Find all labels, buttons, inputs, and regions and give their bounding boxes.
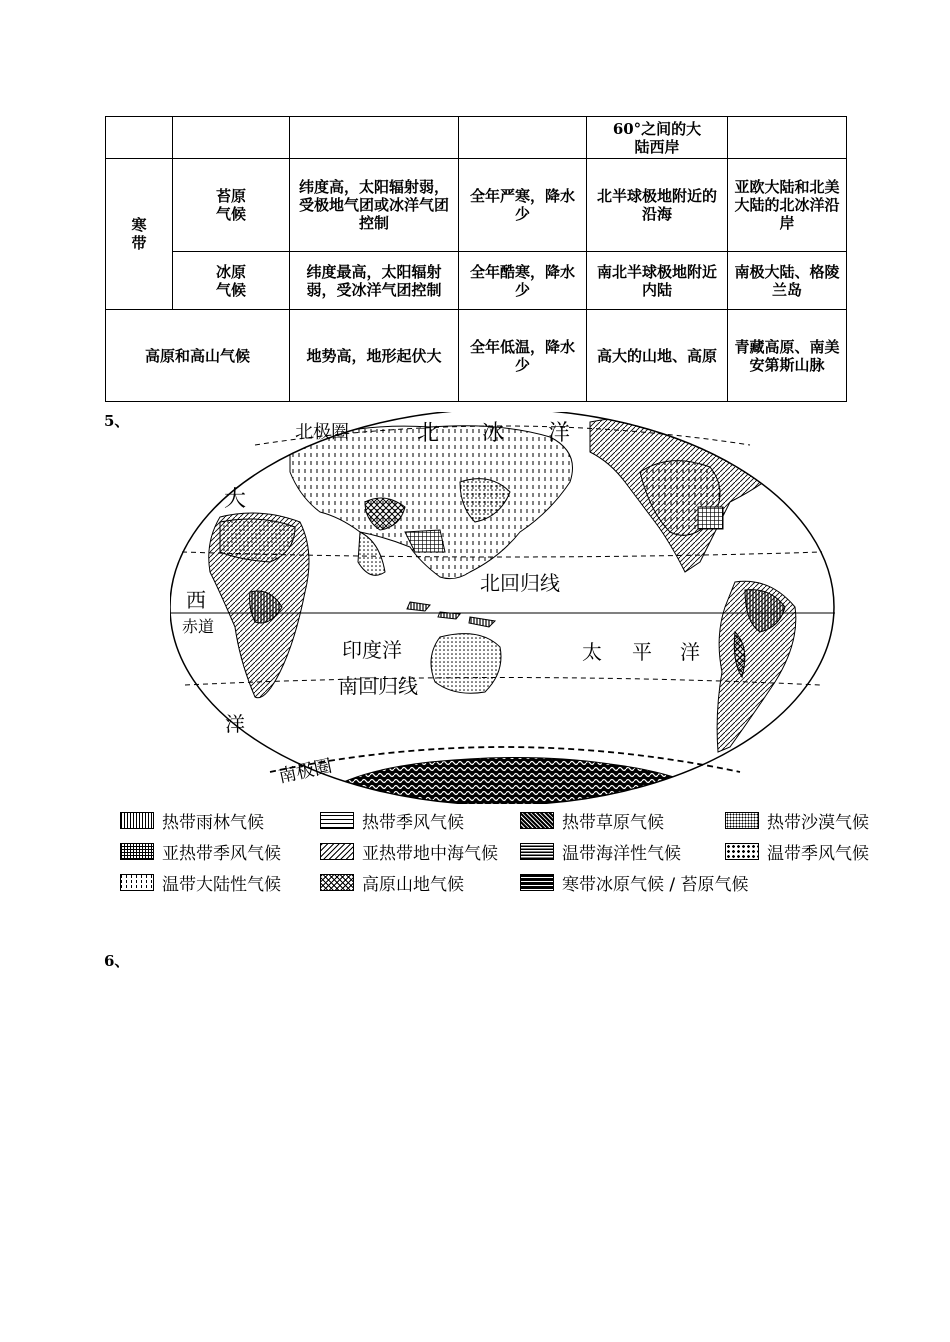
legend-item — [520, 839, 681, 863]
map-label-xi: 西 — [186, 588, 206, 612]
tundra-region: 北半球极地附近的沿海 — [587, 159, 728, 252]
legend-label: 温带季风气候 — [767, 843, 869, 864]
legend-item — [320, 808, 464, 832]
highland-name: 高原和高山气候 — [106, 310, 290, 402]
table-cell — [173, 117, 290, 159]
icecap-name: 冰原 气候 — [173, 252, 290, 310]
icecap-cause: 纬度最高，太阳辐射弱，受冰洋气团控制 — [290, 252, 459, 310]
map-label-ocean-arctic: 洋 — [548, 421, 571, 446]
highland-cause: 地势高，地形起伏大 — [290, 310, 459, 402]
question-number-5: 5、 — [104, 412, 130, 430]
legend-item — [725, 808, 869, 832]
legend-label: 热带草原气候 — [562, 812, 664, 833]
cold-zone-label: 寒 带 — [131, 216, 147, 252]
map-label-atlantic-yang: 洋 — [225, 712, 245, 736]
legend-swatch — [120, 843, 154, 860]
legend-swatch — [320, 843, 354, 860]
legend-item — [725, 839, 869, 863]
legend-swatch — [120, 812, 154, 829]
map-label-arctic-circle: 北极圈 — [295, 422, 349, 443]
map-label-north: 北 — [417, 421, 440, 446]
icecap-feature: 全年酷寒，降水少 — [459, 252, 587, 310]
table-cell — [728, 117, 847, 159]
legend-label: 高原山地气候 — [362, 874, 464, 895]
map-label-tai: 太 — [582, 640, 602, 664]
icecap-examples: 南极大陆、格陵兰岛 — [728, 252, 847, 310]
legend-swatch — [520, 843, 554, 860]
legend-item — [320, 870, 464, 894]
table-row — [106, 117, 847, 159]
map-label-ping: 平 — [632, 640, 652, 664]
map-graphic — [170, 412, 835, 804]
map-label-pacific-yang: 洋 — [680, 640, 700, 664]
legend-item — [120, 808, 264, 832]
legend-item — [520, 808, 664, 832]
highland-examples: 青藏高原、南美安第斯山脉 — [728, 310, 847, 402]
legend-swatch — [520, 874, 554, 891]
table-cell — [106, 117, 173, 159]
question-number-6: 6、 — [104, 952, 130, 970]
legend-label: 热带季风气候 — [362, 812, 464, 833]
legend-label: 热带雨林气候 — [162, 812, 264, 833]
highland-region: 高大的山地、高原 — [587, 310, 728, 402]
map-label-indian-ocean: 印度洋 — [342, 638, 402, 662]
legend-label: 亚热带地中海气候 — [362, 843, 498, 864]
world-climate-map — [170, 412, 835, 804]
map-label-tropic-cancer: 北回归线 — [480, 571, 560, 595]
cold-zone-cell — [106, 159, 173, 310]
legend-item — [320, 839, 498, 863]
table-row — [106, 159, 847, 252]
legend-label: 温带大陆性气候 — [162, 874, 281, 895]
icecap-region: 南北半球极地附近内陆 — [587, 252, 728, 310]
legend-label: 亚热带季风气候 — [162, 843, 281, 864]
legend-swatch — [725, 812, 759, 829]
legend-swatch — [320, 812, 354, 829]
map-label-equator: 赤道 — [182, 617, 215, 636]
legend-item — [120, 870, 281, 894]
table-cell — [290, 117, 459, 159]
table-row — [106, 252, 847, 310]
legend-label: 热带沙漠气候 — [767, 812, 869, 833]
tundra-feature: 全年严寒，降水少 — [459, 159, 587, 252]
tundra-name: 苔原 气候 — [173, 159, 290, 252]
tundra-cause: 纬度高，太阳辐射弱，受极地气团或冰洋气团控制 — [290, 159, 459, 252]
climate-table — [105, 116, 847, 402]
legend-item — [120, 839, 281, 863]
table-row — [106, 310, 847, 402]
map-label-tropic-capricorn: 南回归线 — [338, 674, 418, 698]
tundra-examples: 亚欧大陆和北美大陆的北冰洋沿岸 — [728, 159, 847, 252]
map-label-antarctic-circle: 南极圈 — [276, 755, 334, 788]
legend-swatch — [320, 874, 354, 891]
legend-label: 温带海洋性气候 — [562, 843, 681, 864]
legend-item — [520, 870, 749, 894]
legend-swatch — [725, 843, 759, 860]
map-label-da: 大 — [224, 487, 247, 512]
legend-swatch — [120, 874, 154, 891]
highland-feature: 全年低温，降水少 — [459, 310, 587, 402]
table-cell: 60°之间的大 陆西岸 — [587, 117, 728, 159]
legend-label: 寒带冰原气候 / 苔原气候 — [562, 874, 749, 895]
table-cell — [459, 117, 587, 159]
legend-swatch — [520, 812, 554, 829]
map-label-ice: 冰 — [482, 421, 505, 446]
